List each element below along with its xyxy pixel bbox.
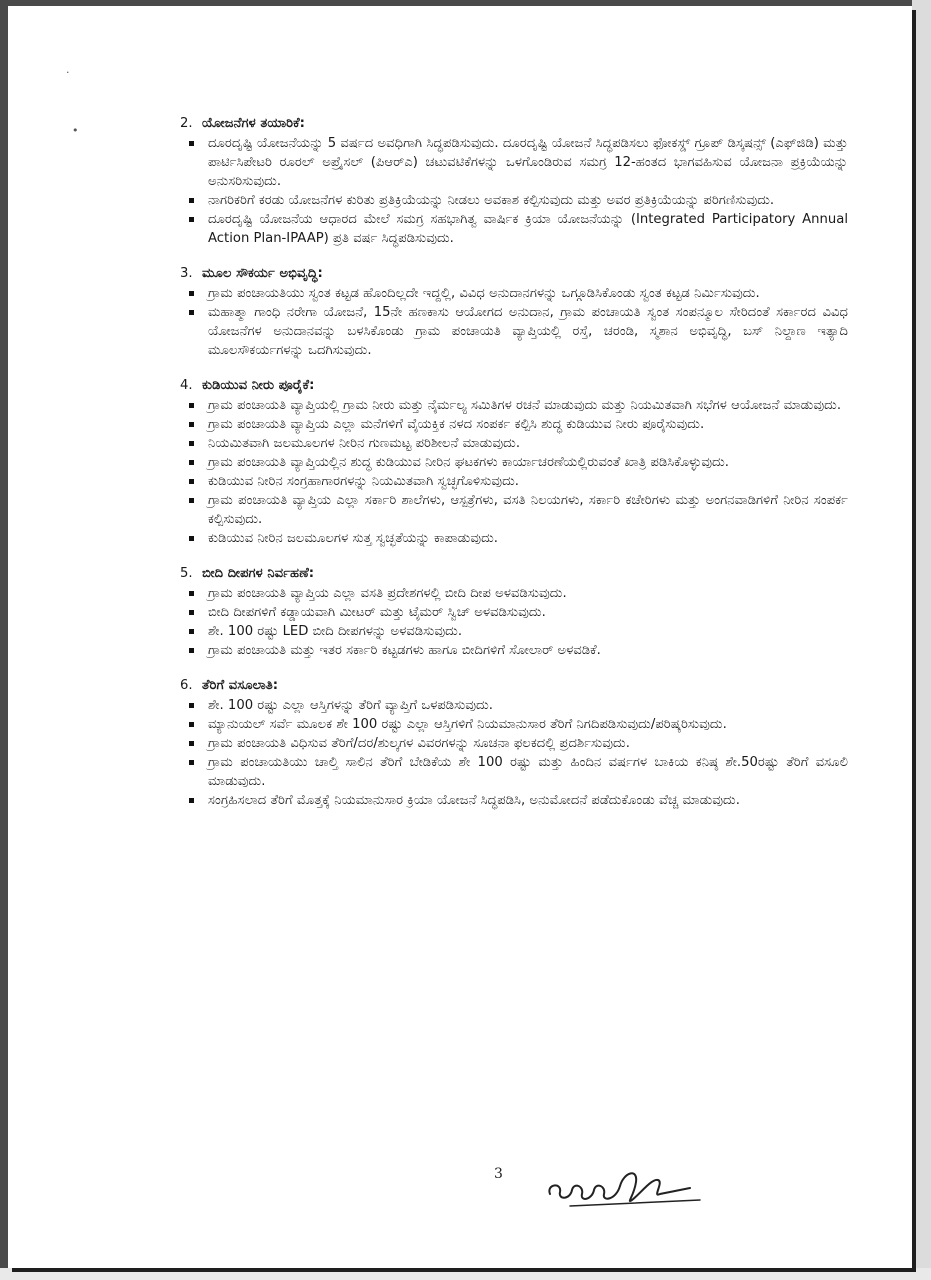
list-item: ನಿಯಮಿತವಾಗಿ ಜಲಮೂಲಗಳ ನೀರಿನ ಗುಣಮಟ್ಟ ಪರಿಶೀಲನೆ ಮಾಡುವುದು. xyxy=(180,434,848,453)
bullet-list xyxy=(180,696,848,810)
list-item: ನಾಗರಿಕರಿಗೆ ಕರಡು ಯೋಜನೆಗಳ ಕುರಿತು ಪ್ರತಿಕ್ರಿಯೆಯನ್ನು ನೀಡಲು ಅವಕಾಶ ಕಲ್ಪಿಸುವುದು ಮತ್ತು ಅವರ ಪ್ರತಿಕ್ರಿಯೆಯನ್ನು ಪರಿಗಣಿಸುವುದು. xyxy=(180,191,848,210)
list-item: ಬೀದಿ ದೀಪಗಳಿಗೆ ಕಡ್ಡಾಯವಾಗಿ ಮೀಟರ್ ಮತ್ತು ಟೈಮರ್ ಸ್ವಿಚ್ ಅಳವಡಿಸುವುದು. xyxy=(180,603,848,622)
background-band-right xyxy=(912,0,931,1280)
section-number: 2. xyxy=(180,116,193,131)
section-heading xyxy=(180,114,848,133)
section-number: 6. xyxy=(180,678,193,693)
scan-speck: • xyxy=(72,124,79,137)
section xyxy=(180,114,848,248)
document-body xyxy=(180,114,848,826)
list-item: ಶೇ. 100 ರಷ್ಟು ಎಲ್ಲಾ ಆಸ್ತಿಗಳನ್ನು ತೆರಿಗೆ ವ್ಯಾಪ್ತಿಗೆ ಒಳಪಡಿಸುವುದು. xyxy=(180,696,848,715)
section-heading xyxy=(180,264,848,283)
section-heading xyxy=(180,564,848,583)
section xyxy=(180,676,848,810)
list-item: ಗ್ರಾಮ ಪಂಚಾಯತಿ ಮತ್ತು ಇತರ ಸರ್ಕಾರಿ ಕಟ್ಟಡಗಳು ಹಾಗೂ ಬೀದಿಗಳಿಗೆ ಸೋಲಾರ್ ಅಳವಡಿಕೆ. xyxy=(180,641,848,660)
section-title: ತೆರಿಗೆ ವಸೂಲಾತಿ: xyxy=(202,678,279,693)
list-item: ಗ್ರಾಮ ಪಂಚಾಯತಿ ವಿಧಿಸುವ ತೆರಿಗೆ/ದರ/ಶುಲ್ಕಗಳ ವಿವರಗಳನ್ನು ಸೂಚನಾ ಫಲಕದಲ್ಲಿ ಪ್ರದರ್ಶಿಸುವುದು. xyxy=(180,734,848,753)
section-title: ಯೋಜನೆಗಳ ತಯಾರಿಕೆ: xyxy=(202,116,305,131)
section-number: 3. xyxy=(180,266,193,281)
bullet-list xyxy=(180,134,848,248)
list-item: ಗ್ರಾಮ ಪಂಚಾಯತಿ ವ್ಯಾಪ್ತಿಯ ಎಲ್ಲಾ ಸರ್ಕಾರಿ ಶಾಲೆಗಳು, ಆಸ್ಪತ್ರೆಗಳು, ವಸತಿ ನಿಲಯಗಳು, ಸರ್ಕಾರಿ ಕಚೇರಿಗಳು ಮತ್ತು ಅಂಗನವಾಡಿಗಳಿಗೆ ನೀರಿನ ಸಂಪರ್ಕ ಕಲ್ಪಿಸುವುದು. xyxy=(180,491,848,529)
list-item: ಗ್ರಾಮ ಪಂಚಾಯತಿ ವ್ಯಾಪ್ತಿಯಲ್ಲಿನ ಶುದ್ಧ ಕುಡಿಯುವ ನೀರಿನ ಘಟಕಗಳು ಕಾರ್ಯಾಚರಣೆಯಲ್ಲಿರುವಂತೆ ಖಾತ್ರಿ ಪಡಿಸಿಕೊಳ್ಳುವುದು. xyxy=(180,453,848,472)
list-item: ಗ್ರಾಮ ಪಂಚಾಯತಿ ವ್ಯಾಪ್ತಿಯ ಎಲ್ಲಾ ವಸತಿ ಪ್ರದೇಶಗಳಲ್ಲಿ ಬೀದಿ ದೀಪ ಅಳವಡಿಸುವುದು. xyxy=(180,584,848,603)
bullet-list xyxy=(180,284,848,360)
section-number: 4. xyxy=(180,378,193,393)
list-item: ದೂರದೃಷ್ಟಿ ಯೋಜನೆಯ ಆಧಾರದ ಮೇಲೆ ಸಮಗ್ರ ಸಹಭಾಗಿತ್ವ ವಾರ್ಷಿಕ ಕ್ರಿಯಾ ಯೋಜನೆಯನ್ನು (Integrated Participatory Annual Action Plan-IPAAP) ಪ್ರತಿ ವರ್ಷ ಸಿದ್ಧಪಡಿಸುವುದು. xyxy=(180,210,848,248)
section-number: 5. xyxy=(180,566,193,581)
list-item: ಗ್ರಾಮ ಪಂಚಾಯತಿ ವ್ಯಾಪ್ತಿಯ ಎಲ್ಲಾ ಮನೆಗಳಿಗೆ ವೈಯಕ್ತಿಕ ನಳದ ಸಂಪರ್ಕ ಕಲ್ಪಿಸಿ ಶುದ್ಧ ಕುಡಿಯುವ ನೀರು ಪೂರೈಸುವುದು. xyxy=(180,415,848,434)
section-heading xyxy=(180,676,848,695)
section-title: ಬೀದಿ ದೀಪಗಳ ನಿರ್ವಹಣೆ: xyxy=(202,566,315,581)
section xyxy=(180,264,848,360)
section-heading xyxy=(180,376,848,395)
list-item: ಮ್ಯಾನುಯಲ್ ಸರ್ವೆ ಮೂಲಕ ಶೇ 100 ರಷ್ಟು ಎಲ್ಲಾ ಆಸ್ತಿಗಳಿಗೆ ನಿಯಮಾನುಸಾರ ತೆರಿಗೆ ನಿಗದಿಪಡಿಸುವುದು/ಪರಿಷ್ಕರಿಸುವುದು. xyxy=(180,715,848,734)
list-item: ಗ್ರಾಮ ಪಂಚಾಯತಿ ವ್ಯಾಪ್ತಿಯಲ್ಲಿ ಗ್ರಾಮ ನೀರು ಮತ್ತು ನೈರ್ಮಲ್ಯ ಸಮಿತಿಗಳ ರಚನೆ ಮಾಡುವುದು ಮತ್ತು ನಿಯಮಿತವಾಗಿ ಸಭೆಗಳ ಆಯೋಜನೆ ಮಾಡುವುದು. xyxy=(180,396,848,415)
list-item: ಶೇ. 100 ರಷ್ಟು LED ಬೀದಿ ದೀಪಗಳನ್ನು ಅಳವಡಿಸುವುದು. xyxy=(180,622,848,641)
list-item: ಸಂಗ್ರಹಿಸಲಾದ ತೆರಿಗೆ ಮೊತ್ತಕ್ಕೆ ನಿಯಮಾನುಸಾರ ಕ್ರಿಯಾ ಯೋಜನೆ ಸಿದ್ಧಪಡಿಸಿ, ಅನುಮೋದನೆ ಪಡೆದುಕೊಂಡು ವೆಚ್ಚ ಮಾಡುವುದು. xyxy=(180,791,848,810)
section xyxy=(180,564,848,660)
section-title: ಮೂಲ ಸೌಕರ್ಯ ಅಭಿವೃದ್ಧಿ: xyxy=(202,266,323,281)
list-item: ಕುಡಿಯುವ ನೀರಿನ ಜಲಮೂಲಗಳ ಸುತ್ತ ಸ್ವಚ್ಛತೆಯನ್ನು ಕಾಪಾಡುವುದು. xyxy=(180,529,848,548)
list-item: ದೂರದೃಷ್ಟಿ ಯೋಜನೆಯನ್ನು 5 ವರ್ಷದ ಅವಧಿಗಾಗಿ ಸಿದ್ಧಪಡಿಸುವುದು. ದೂರದೃಷ್ಟಿ ಯೋಜನೆ ಸಿದ್ಧಪಡಿಸಲು ಫೋಕಸ್ಡ್ ಗ್ರೂಪ್ ಡಿಸ್ಕಷನ್ಸ್ (ಎಫ್‌ಜಿಡಿ) ಮತ್ತು ಪಾರ್ಟಿಸಿಪೇಟರಿ ರೂರಲ್ ಅಪ್ರೈಸಲ್ (ಪಿಆರ್‌ಎ) ಚಟುವಟಿಕೆಗಳನ್ನು ಒಳಗೊಂಡಿರುವ ಸಮಗ್ರ 12-ಹಂತದ ಭಾಗವಹಿಸುವ ಯೋಜನಾ ಪ್ರಕ್ರಿಯೆಯನ್ನು ಅನುಸರಿಸುವುದು. xyxy=(180,134,848,191)
list-item: ಮಹಾತ್ಮಾ ಗಾಂಧಿ ನರೇಗಾ ಯೋಜನೆ, 15ನೇ ಹಣಕಾಸು ಆಯೋಗದ ಅನುದಾನ, ಗ್ರಾಮ ಪಂಚಾಯತಿ ಸ್ವಂತ ಸಂಪನ್ಮೂಲ ಸೇರಿದಂತೆ ಸರ್ಕಾರದ ವಿವಿಧ ಯೋಜನೆಗಳ ಅನುದಾನವನ್ನು ಬಳಸಿಕೊಂಡು ಗ್ರಾಮ ಪಂಚಾಯತಿ ವ್ಯಾಪ್ತಿಯಲ್ಲಿ ರಸ್ತೆ, ಚರಂಡಿ, ಸ್ಮಶಾನ ಅಭಿವೃದ್ಧಿ, ಬಸ್ ನಿಲ್ದಾಣ ಇತ್ಯಾದಿ ಮೂಲಸೌಕರ್ಯಗಳನ್ನು ಒದಗಿಸುವುದು. xyxy=(180,303,848,360)
signature-icon xyxy=(540,1160,710,1220)
background-band-bottom xyxy=(0,1268,931,1280)
list-item: ಗ್ರಾಮ ಪಂಚಾಯತಿಯು ಚಾಲ್ತಿ ಸಾಲಿನ ತೆರಿಗೆ ಬೇಡಿಕೆಯ ಶೇ 100 ರಷ್ಟು ಮತ್ತು ಹಿಂದಿನ ವರ್ಷಗಳ ಬಾಕಿಯ ಕನಿಷ್ಠ ಶೇ.50ರಷ್ಟು ತೆರಿಗೆ ವಸೂಲಿ ಮಾಡುವುದು. xyxy=(180,753,848,791)
page-number: 3 xyxy=(494,1166,503,1182)
scan-speck: · xyxy=(66,66,70,79)
section xyxy=(180,376,848,548)
bullet-list xyxy=(180,396,848,548)
bullet-list xyxy=(180,584,848,660)
list-item: ಗ್ರಾಮ ಪಂಚಾಯತಿಯು ಸ್ವಂತ ಕಟ್ಟಡ ಹೊಂದಿಲ್ಲದೇ ಇದ್ದಲ್ಲಿ, ವಿವಿಧ ಅನುದಾನಗಳನ್ನು ಒಗ್ಗೂಡಿಸಿಕೊಂಡು ಸ್ವಂತ ಕಟ್ಟಡ ನಿರ್ಮಿಸುವುದು. xyxy=(180,284,848,303)
section-title: ಕುಡಿಯುವ ನೀರು ಪೂರೈಕೆ: xyxy=(202,378,315,393)
list-item: ಕುಡಿಯುವ ನೀರಿನ ಸಂಗ್ರಹಾಗಾರಗಳನ್ನು ನಿಯಮಿತವಾಗಿ ಸ್ವಚ್ಛಗೊಳಿಸುವುದು. xyxy=(180,472,848,491)
